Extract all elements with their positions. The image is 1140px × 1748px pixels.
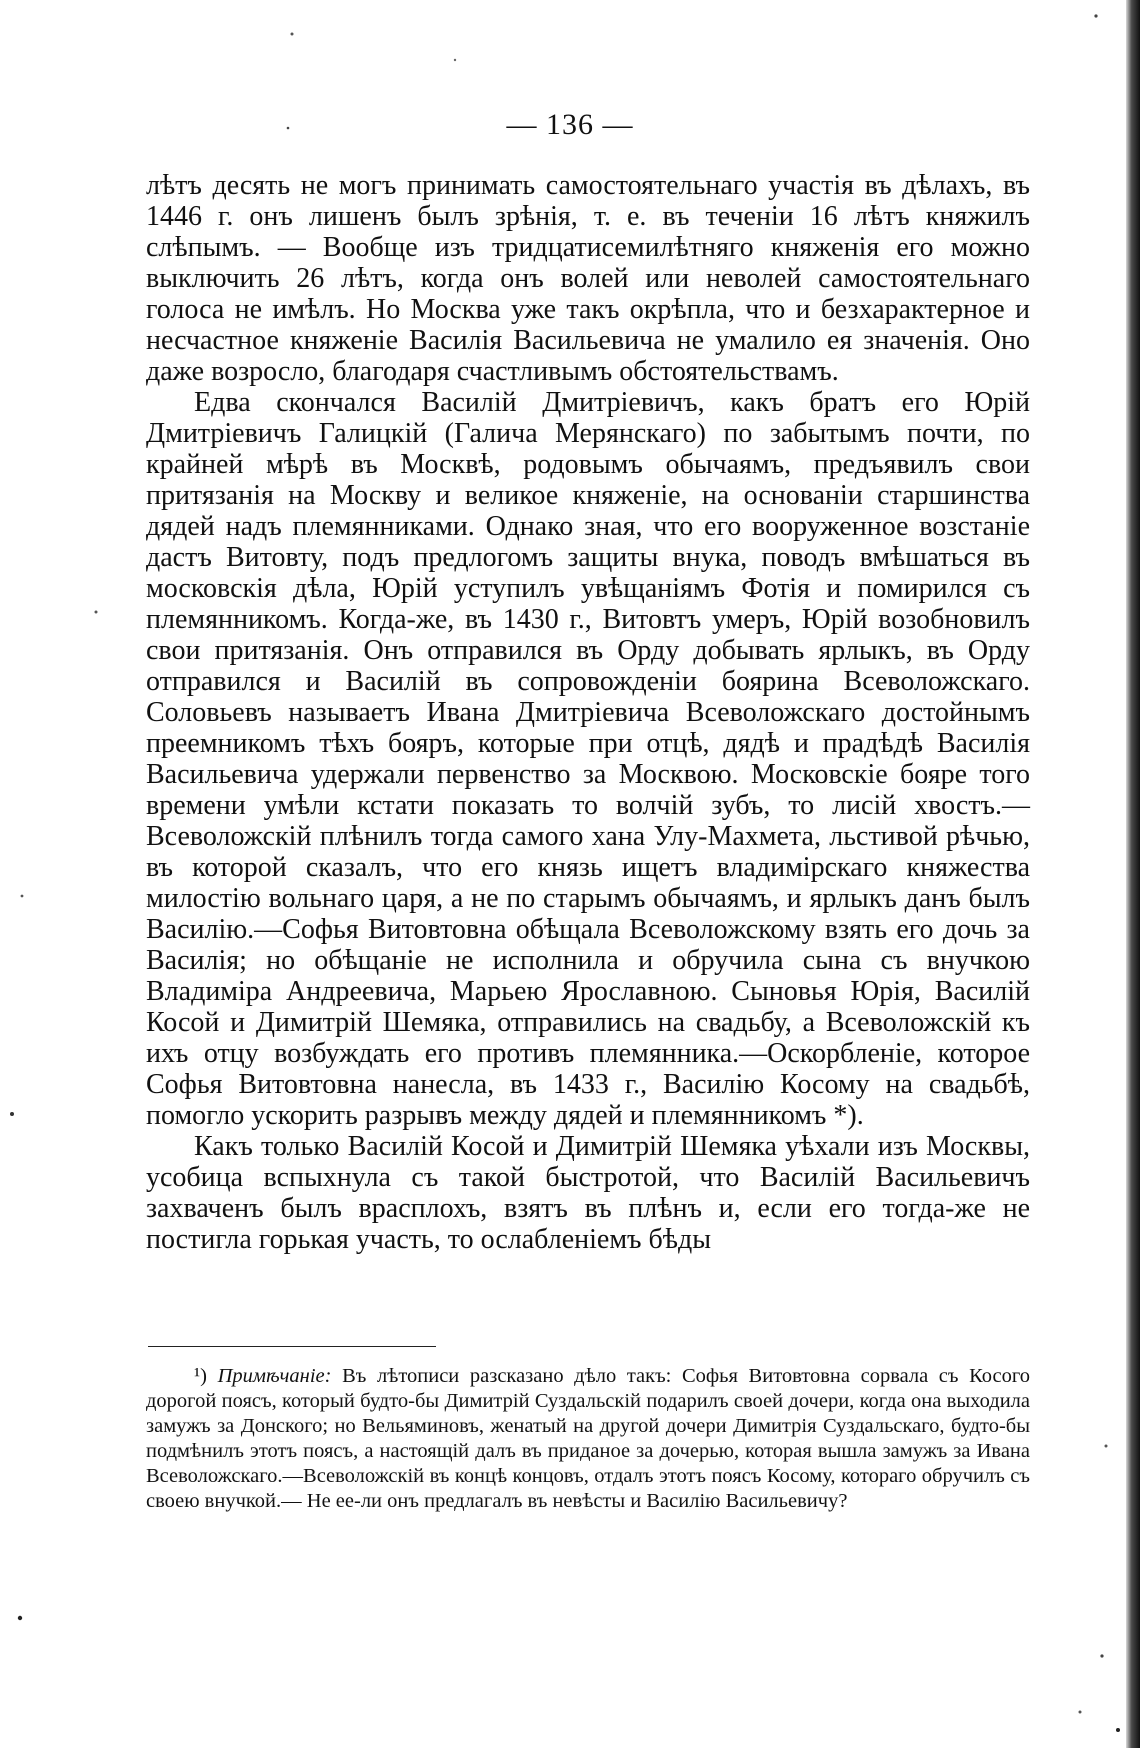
paragraph-3: Какъ только Василій Косой и Димитрій Шемяка уѣхали изъ Москвы, усобица вспыхнула съ такой быстротой, что Василій Васильевичъ захваченъ былъ врасплохъ, взятъ въ плѣнъ и, если его тогда-же не постигла горькая участь, то ослабленіемъ бѣды (146, 1131, 1030, 1255)
footnote-label: Примѣчаніе: (217, 1365, 332, 1387)
footnote (146, 1364, 1030, 1514)
main-text (146, 170, 1030, 1255)
page-number: — 136 — (506, 108, 634, 141)
paragraph-1: лѣтъ десять не могъ принимать самостоятельнаго участія въ дѣлахъ, въ 1446 г. онъ лишенъ былъ зрѣнія, т. е. въ теченіи 16 лѣтъ княжилъ слѣпымъ. — Вообще изъ тридцатисемилѣтняго княженія его можно выключить 26 лѣтъ, когда онъ волей или неволей самостоятельнаго голоса не имѣлъ. Но Москва уже такъ окрѣпла, что и безхарактерное и несчастное княженіе Василія Васильевича не умалило ея значенія. Оно даже возросло, благодаря счастливымъ обстоятельствамъ. (146, 170, 1030, 387)
footnote-divider (148, 1346, 436, 1347)
paragraph-2: Едва скончался Василій Дмитріевичъ, какъ братъ его Юрій Дмитріевичъ Галицкій (Галича Мерянскаго) по забытымъ почти, по крайней мѣрѣ въ Москвѣ, родовымъ обычаямъ, предъявилъ свои притязанія на Москву и великое княженіе, на основаніи старшинства дядей надъ племянниками. Однако зная, что его вооруженное возстаніе дастъ Витовту, подъ предлогомъ защиты внука, поводъ вмѣшаться въ московскія дѣла, Юрій уступилъ увѣщаніямъ Фотія и помирился съ племянникомъ. Когда-же, въ 1430 г., Витовтъ умеръ, Юрій возобновилъ свои притязанія. Онъ отправился въ Орду добывать ярлыкъ, въ Орду отправился и Василій въ сопровожденіи боярина Всеволожскаго. Соловьевъ называетъ Ивана Дмитріевича Всеволожскаго достойнымъ преемникомъ тѣхъ бояръ, которые при отцѣ, дядѣ и прадѣдѣ Василія Васильевича удержали первенство за Москвою. Московскіе бояре того времени умѣли кстати показать то волчій зубъ, то лисій хвостъ.—Всеволожскій плѣнилъ тогда самого хана Улу-Махмета, льстивой рѣчью, въ которой сказалъ, что его князь ищетъ владимірскаго княжества милостію вольнаго царя, а не по старымъ обычаямъ, и ярлыкъ данъ былъ Василію.—Софья Витовтовна обѣщала Всеволожскому взять его дочь за Василія; но обѣщаніе не исполнила и обручила сына съ внучкою Владиміра Андреевича, Марьею Ярославною. Сыновья Юрія, Василій Косой и Димитрій Шемяка, отправились на свадьбу, а Всеволожскій къ ихъ отцу возбуждать его противъ племянника.—Оскорбленіе, которое Софья Витовтовна нанесла, въ 1433 г., Василію Косому на свадьбѣ, помогло ускорить разрывъ между дядей и племянникомъ *). (146, 387, 1030, 1131)
page-scan-edge (1126, 0, 1140, 1748)
footnote-marker: ¹) (194, 1365, 207, 1387)
footnote-text: Въ лѣтописи разсказано дѣло такъ: Софья Витовтовна сорвала съ Косого дорогой поясъ, который будто-бы Димитрій Суздальскій подарилъ своей дочери, когда она выходила замужъ за Донского; но Вельяминовъ, женатый на другой дочери Димитрія Суздальскаго, будто-бы подмѣнилъ этотъ поясъ, а настоящій далъ въ приданое за дочерью, которая вышла замужъ за Ивана Всеволожскаго.—Всеволожскій въ концѣ концовъ, отдалъ этотъ поясъ Косому, котораго обручилъ съ своею внучкой.— Не ее-ли онъ предлагалъ въ невѣсты и Василію Васильевичу? (146, 1365, 1031, 1512)
